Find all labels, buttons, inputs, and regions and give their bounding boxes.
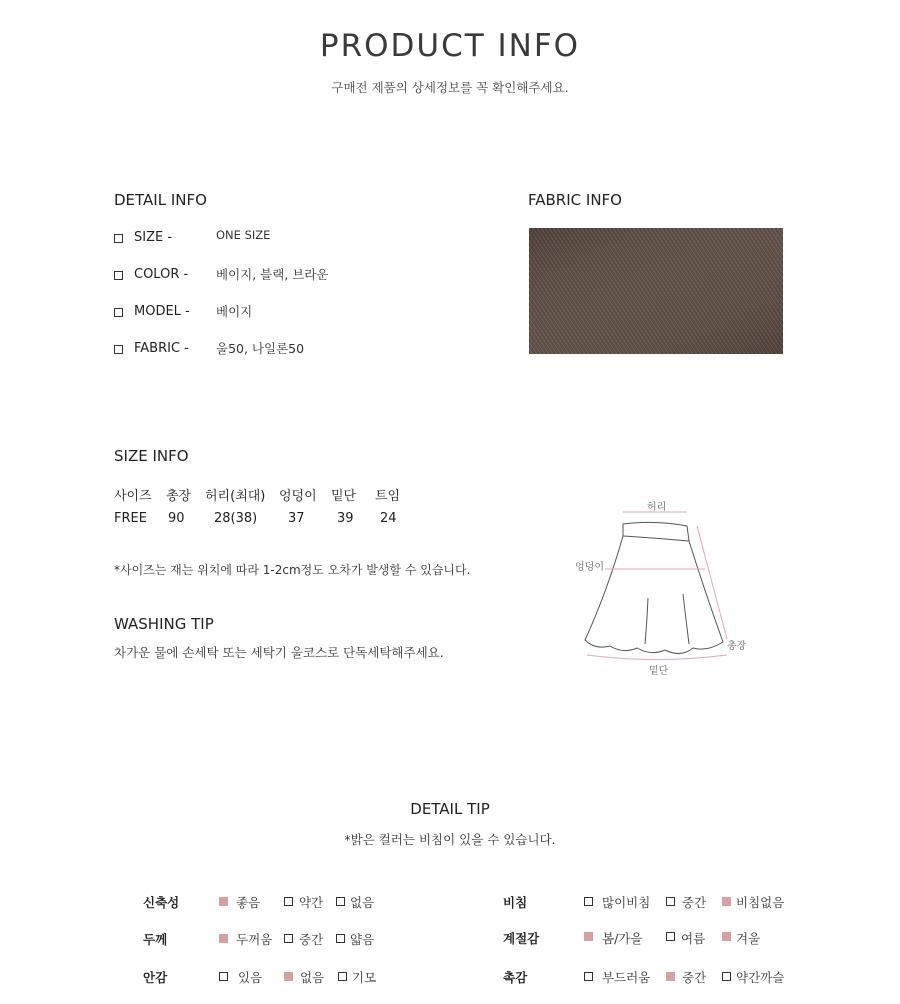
washing-tip-text: 차가운 물에 손세탁 또는 세탁기 울코스로 단독세탁해주세요.	[114, 645, 444, 660]
tip-option: 약간까슬	[736, 970, 785, 985]
length-label: 총장	[727, 641, 747, 652]
detail-row-model	[114, 304, 454, 324]
checkbox-icon	[722, 897, 731, 906]
checkbox-icon	[338, 972, 347, 981]
detail-label: SIZE -	[134, 230, 173, 245]
detail-info-heading: DETAIL INFO	[114, 191, 207, 209]
size-header: 트임	[375, 489, 401, 504]
checkbox-icon	[284, 972, 293, 981]
size-value: 24	[380, 511, 397, 526]
tip-option: 좋음	[236, 895, 261, 910]
detail-tip-subtitle: *밝은 컬러는 비침이 있을 수 있습니다.	[344, 832, 556, 847]
detail-value: 베이지, 블랙, 브라운	[216, 267, 329, 282]
tip-row-thickness	[143, 930, 443, 950]
checkbox-icon	[584, 972, 593, 981]
detail-value: 울50, 나일론50	[216, 341, 305, 356]
detail-value: ONE SIZE	[216, 228, 271, 242]
tip-option: 비침없음	[736, 895, 785, 910]
checkbox-icon	[219, 972, 228, 981]
detail-row-size	[114, 230, 454, 250]
tip-option: 겨울	[736, 931, 761, 946]
tip-category: 계절감	[503, 931, 540, 946]
tip-row-sheerness	[503, 893, 803, 913]
fabric-swatch-image	[529, 228, 783, 354]
size-info-heading: SIZE INFO	[114, 447, 189, 465]
detail-tip-title: DETAIL TIP	[410, 800, 490, 818]
detail-label: COLOR -	[134, 267, 189, 282]
tip-option: 없음	[300, 970, 325, 985]
size-value: 90	[168, 511, 185, 526]
tip-category: 촉감	[503, 970, 528, 985]
tip-row-elasticity	[143, 893, 443, 913]
tip-row-season	[503, 929, 803, 949]
tip-option: 중간	[299, 932, 324, 947]
knit-texture	[529, 228, 783, 354]
checkbox-icon	[722, 972, 731, 981]
checkbox-icon	[584, 932, 593, 941]
checkbox-icon	[666, 972, 675, 981]
tip-category: 두께	[143, 932, 168, 947]
fabric-info-heading: FABRIC INFO	[528, 191, 622, 209]
detail-label: MODEL -	[134, 304, 190, 319]
checkbox-icon	[666, 932, 675, 941]
skirt-illustration	[565, 492, 765, 682]
checkbox-icon	[666, 897, 675, 906]
checkbox-icon	[219, 897, 228, 906]
checkbox-icon	[722, 932, 731, 941]
tip-option: 약간	[299, 895, 324, 910]
checkbox-icon	[219, 934, 228, 943]
size-header: 밑단	[331, 489, 357, 504]
tip-option: 여름	[681, 931, 706, 946]
tip-option: 있음	[238, 970, 263, 985]
tip-option: 부드러움	[602, 970, 651, 985]
checkbox-icon	[584, 897, 593, 906]
washing-tip-heading: WASHING TIP	[114, 615, 214, 633]
waist-label: 허리	[647, 502, 667, 513]
tip-option: 기모	[352, 970, 377, 985]
tip-option: 봄/가을	[602, 931, 643, 946]
checkbox-icon	[284, 897, 293, 906]
size-value: FREE	[114, 511, 147, 526]
bullet-square-icon	[114, 308, 123, 317]
hem-label: 밑단	[649, 666, 669, 677]
tip-option: 두꺼움	[236, 932, 273, 947]
size-value: 28(38)	[214, 511, 258, 526]
tip-row-lining	[143, 968, 443, 988]
size-value: 37	[288, 511, 305, 526]
size-header: 엉덩이	[279, 489, 317, 504]
size-note: *사이즈는 재는 위치에 따라 1-2cm정도 오차가 발생할 수 있습니다.	[114, 563, 471, 577]
tip-option: 중간	[682, 970, 707, 985]
tip-category: 신축성	[143, 895, 180, 910]
tip-option: 얇음	[350, 932, 375, 947]
tip-category: 안감	[143, 970, 168, 985]
bullet-square-icon	[114, 345, 123, 354]
page-title: PRODUCT INFO	[319, 28, 581, 64]
size-header: 허리(최대)	[205, 489, 266, 504]
tip-row-texture	[503, 968, 803, 988]
tip-option: 없음	[350, 895, 375, 910]
size-header: 총장	[166, 489, 192, 504]
skirt-diagram	[565, 492, 765, 682]
checkbox-icon	[284, 934, 293, 943]
detail-row-color	[114, 267, 454, 287]
checkbox-icon	[336, 897, 345, 906]
detail-row-fabric	[114, 341, 454, 361]
size-header: 사이즈	[114, 489, 152, 504]
tip-option: 중간	[682, 895, 707, 910]
tip-category: 비침	[503, 895, 528, 910]
size-table	[114, 485, 434, 525]
bullet-square-icon	[114, 271, 123, 280]
size-value: 39	[337, 511, 354, 526]
page-subtitle: 구매전 제품의 상세정보를 꼭 확인해주세요.	[331, 80, 569, 95]
bullet-square-icon	[114, 234, 123, 243]
detail-label: FABRIC -	[134, 341, 189, 356]
detail-value: 베이지	[216, 304, 253, 319]
checkbox-icon	[336, 934, 345, 943]
hip-label: 엉덩이	[575, 562, 604, 573]
tip-option: 많이비침	[602, 895, 651, 910]
